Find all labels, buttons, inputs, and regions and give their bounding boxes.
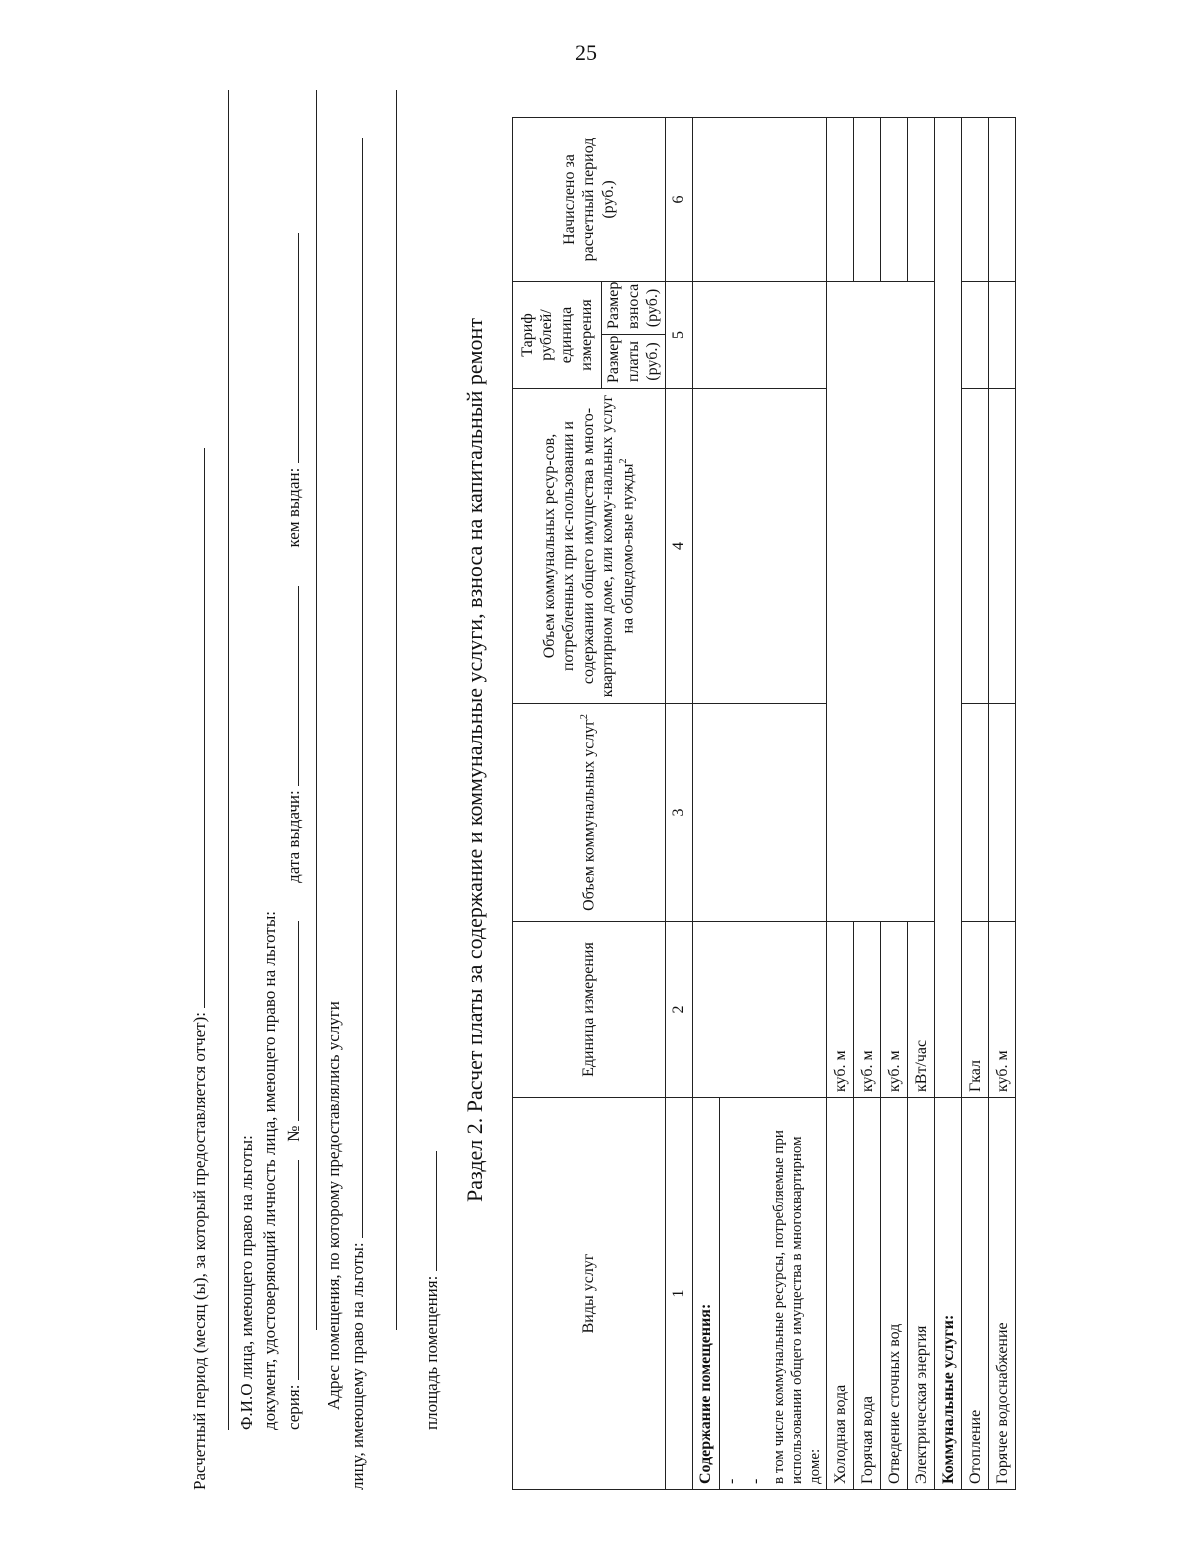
service-unit: куб. м bbox=[854, 922, 881, 1098]
address-blank bbox=[362, 138, 363, 1238]
separator-line bbox=[316, 90, 317, 1330]
header-unit: Единица измерения bbox=[513, 922, 666, 1098]
address-label-2: лицу, имеющему право на льготы: bbox=[348, 1242, 367, 1490]
header-service-type: Виды услуг bbox=[513, 1098, 666, 1490]
empty-cell bbox=[881, 117, 908, 281]
period-blank bbox=[204, 448, 205, 1008]
document-row bbox=[260, 911, 280, 1430]
dash-item: - bbox=[719, 1098, 744, 1490]
empty-cell bbox=[935, 117, 962, 1097]
issue-date-label: дата выдачи: bbox=[284, 790, 303, 883]
area-blank bbox=[436, 1151, 437, 1271]
area-row bbox=[422, 1151, 442, 1430]
number-blank bbox=[298, 921, 299, 1121]
empty-cell bbox=[962, 389, 989, 704]
period-row bbox=[190, 448, 210, 1490]
service-name: Горячая вода bbox=[854, 1098, 881, 1490]
column-number: 1 bbox=[665, 1098, 692, 1490]
column-number: 2 bbox=[665, 922, 692, 1098]
empty-cell bbox=[692, 281, 827, 388]
service-unit: кВт/час bbox=[908, 922, 935, 1098]
page-number: 25 bbox=[575, 40, 597, 65]
number-label: № bbox=[284, 1125, 303, 1142]
column-number: 4 bbox=[665, 389, 692, 704]
column-number: 6 bbox=[665, 117, 692, 281]
volume-footnote-mark: 2 bbox=[578, 714, 590, 720]
service-name: Горячее водоснабжение bbox=[989, 1098, 1016, 1490]
service-unit: Гкал bbox=[962, 922, 989, 1098]
table-row bbox=[881, 117, 908, 1489]
address-row bbox=[324, 1001, 344, 1410]
service-unit: куб. м bbox=[881, 922, 908, 1098]
series-label: серия: bbox=[284, 1384, 303, 1430]
table-row bbox=[935, 117, 962, 1489]
issue-date-blank bbox=[298, 586, 299, 786]
empty-cell bbox=[854, 117, 881, 281]
period-label: Расчетный период (месяц (ы), за который предоставляется отчет): bbox=[190, 1012, 209, 1490]
table-row bbox=[908, 117, 935, 1489]
empty-cell bbox=[908, 117, 935, 281]
header-tariff: Тариф рублей/единица измерения bbox=[513, 281, 602, 388]
header-common-volume bbox=[513, 389, 666, 704]
empty-cell bbox=[827, 117, 854, 281]
issued-by-blank bbox=[298, 233, 299, 463]
column-number-row bbox=[665, 117, 692, 1489]
table-row bbox=[827, 117, 854, 1489]
column-number: 3 bbox=[665, 704, 692, 922]
issued-by-label: кем выдан: bbox=[284, 467, 303, 548]
section-title: Раздел 2. Расчет платы за содержание и коммунальные услуги, взноса на капитальный ремонт bbox=[462, 318, 487, 1202]
table-row bbox=[962, 117, 989, 1489]
empty-cell bbox=[692, 117, 827, 281]
empty-cell bbox=[989, 117, 1016, 281]
rotated-form bbox=[190, 90, 1110, 1490]
empty-cell bbox=[962, 704, 989, 922]
header-accrued: Начислено за расчетный период (руб.) bbox=[513, 117, 666, 281]
table-row bbox=[989, 117, 1016, 1489]
header-volume-text: Объем коммунальных услуг bbox=[580, 719, 598, 911]
common-volume-footnote-mark: 2 bbox=[617, 458, 629, 464]
area-label: площадь помещения: bbox=[422, 1275, 441, 1430]
document-details-row bbox=[284, 233, 304, 1430]
fio-row bbox=[237, 1135, 257, 1430]
service-unit: куб. м bbox=[827, 922, 854, 1098]
empty-cell bbox=[989, 389, 1016, 704]
utilities-title: Коммунальные услуги: bbox=[935, 1098, 962, 1490]
empty-cell bbox=[962, 281, 989, 388]
fio-label: Ф.И.О лица, имеющего право на льготы: bbox=[237, 1135, 256, 1430]
service-unit: куб. м bbox=[989, 922, 1016, 1098]
empty-cell bbox=[989, 281, 1016, 388]
empty-cell bbox=[989, 704, 1016, 922]
header-tariff-contribution: Размер взноса (руб.) bbox=[602, 281, 666, 334]
empty-cell bbox=[692, 922, 827, 1098]
column-number: 5 bbox=[665, 281, 692, 388]
empty-cell bbox=[692, 389, 827, 704]
empty-cell bbox=[962, 117, 989, 281]
table-row bbox=[854, 117, 881, 1489]
header-common-volume-text: Объем коммунальных ресур-сов, потребленных при ис-пользовании и содержании общего имущества в много-квартирном доме, или комму-нальных услуг на общедомо-вые нужды bbox=[540, 394, 637, 698]
separator-line bbox=[396, 90, 397, 1330]
header-row bbox=[513, 117, 602, 1489]
separator-line bbox=[228, 90, 229, 1430]
document-label: документ, удостоверяющий личность лица, имеющего право на льготы: bbox=[260, 911, 279, 1430]
dash-item: - bbox=[744, 1098, 768, 1490]
empty-cell bbox=[692, 704, 827, 922]
including-note: в том числе коммунальные ресурсы, потребляемые при использовании общего имущества в многоквартирном доме: bbox=[768, 1098, 827, 1490]
service-name: Холодная вода bbox=[827, 1098, 854, 1490]
address-label-1: Адрес помещения, по которому предоставлялись услуги bbox=[324, 1001, 343, 1410]
service-name: Отведение сточных вод bbox=[881, 1098, 908, 1490]
fee-table bbox=[512, 117, 1016, 1490]
service-name: Электрическая энергия bbox=[908, 1098, 935, 1490]
header-volume bbox=[513, 704, 666, 922]
header-tariff-payment: Размер платы (руб.) bbox=[602, 335, 666, 389]
address-row-2 bbox=[348, 138, 368, 1490]
service-name: Отопление bbox=[962, 1098, 989, 1490]
series-blank bbox=[298, 1160, 299, 1380]
table-row bbox=[692, 117, 719, 1489]
maintenance-title: Содержание помещения: bbox=[692, 1098, 719, 1490]
